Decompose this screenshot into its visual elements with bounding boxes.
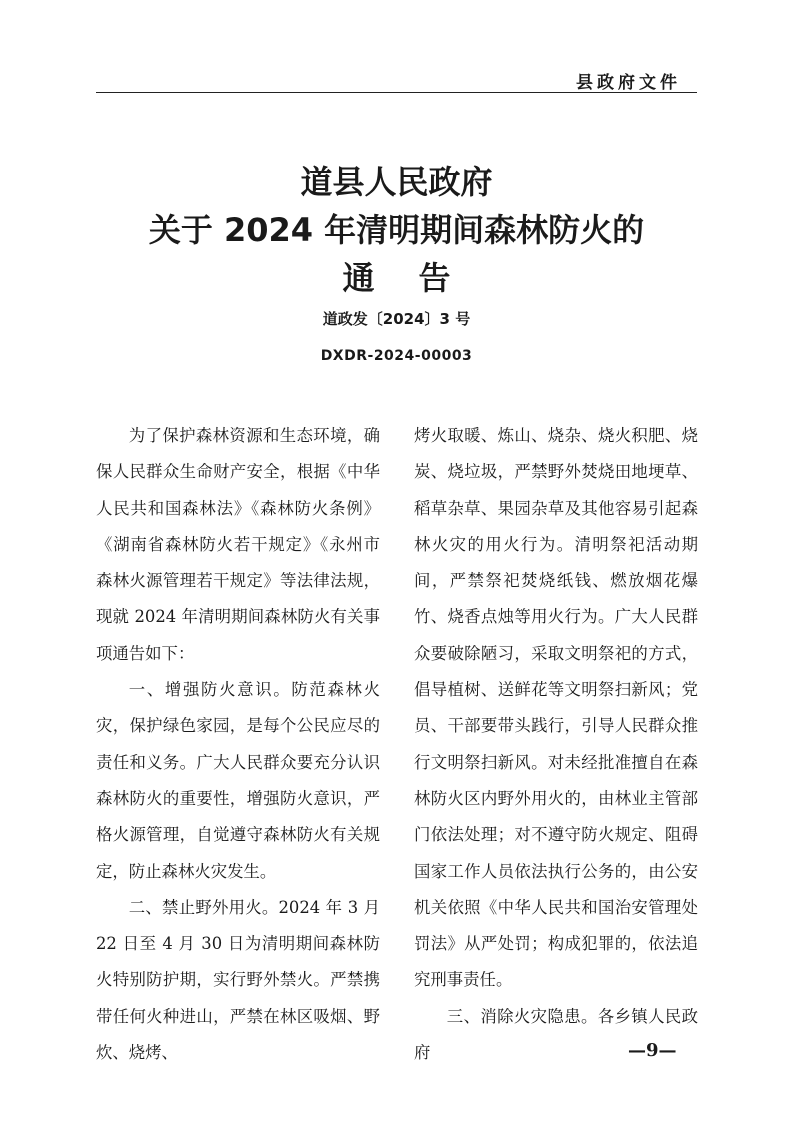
body-right-column [414, 418, 698, 1071]
paragraph-section-1: 一、增强防火意识。防范森林火灾，保护绿色家园，是每个公民应尽的责任和义务。广大人民群众要充分认识森林防火的重要性，增强防火意识，严格火源管理，自觉遵守森林防火有关规定，防止森林火灾发生。 [96, 680, 380, 881]
title-line-2: 关于 2024 年清明期间森林防火的 [148, 211, 645, 249]
header-divider [96, 92, 697, 93]
registration-code: DXDR-2024-00003 [320, 348, 473, 364]
paragraph-intro: 为了保护森林资源和生态环境，确保人民群众生命财产安全，根据《中华人民共和国森林法》《森林防火条例》《湖南省森林防火若干规定》《永州市森林火源管理若干规定》等法律法规，现就 2024 年清明期间森林防火有关事项通告如下： [96, 426, 380, 663]
document-title [96, 158, 697, 302]
document-category-label: 县政府文件 [576, 73, 681, 93]
paragraph-section-3-start: 三、消除火灾隐患。各乡镇人民政府 [414, 1006, 698, 1063]
paragraph-section-2-start: 二、禁止野外用火。2024 年 3 月 22 日至 4 月 30 日为清明期间森林防火特别防护期，实行野外禁火。严禁携带任何火种进山，严禁在林区吸烟、野炊、烧烤、 [96, 897, 380, 1063]
title-line-1: 道县人民政府 [300, 163, 493, 201]
title-line-3: 通告 [342, 259, 495, 297]
paragraph-section-2-continued: 烤火取暖、炼山、烧杂、烧火积肥、烧炭、烧垃圾，严禁野外焚烧田地埂草、稻草杂草、果园杂草及其他容易引起森林火灾的用火行为。清明祭祀活动期间，严禁祭祀焚烧纸钱、燃放烟花爆竹、烧香点烛等用火行为。广大人民群众要破除陋习，采取文明祭祀的方式，倡导植树、送鲜花等文明祭扫新风；党员、干部要带头践行，引导人民群众推行文明祭扫新风。对未经批准擅自在森林防火区内野外用火的，由林业主管部门依法处理；对不遵守防火规定、阻碍国家工作人员依法执行公务的，由公安机关依照《中华人民共和国治安管理处罚法》从严处罚；构成犯罪的，依法追究刑事责任。 [414, 426, 698, 990]
document-number: 道政发〔2024〕3 号 [322, 310, 471, 328]
body-left-column [96, 418, 380, 1071]
page-number: —9— [628, 1040, 677, 1061]
